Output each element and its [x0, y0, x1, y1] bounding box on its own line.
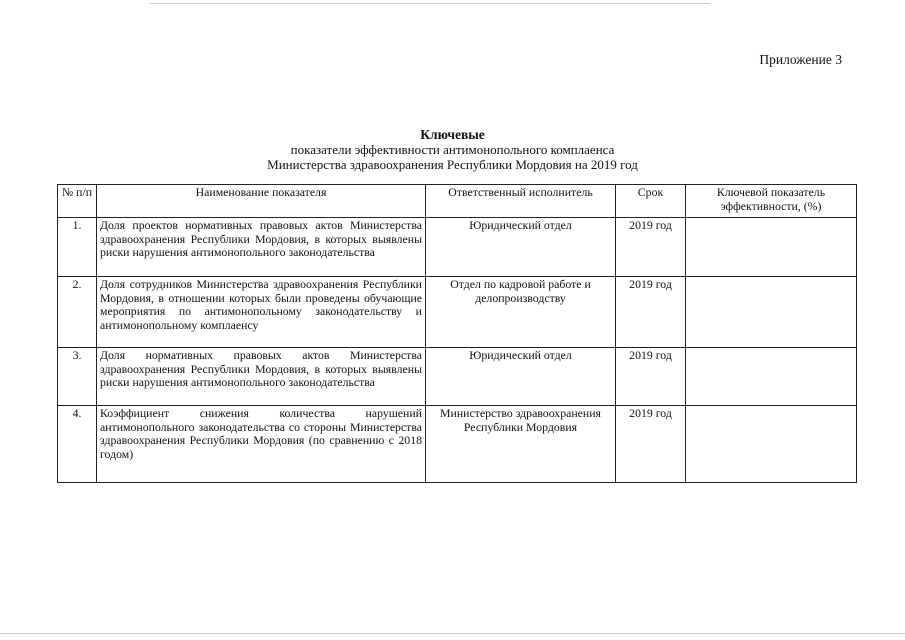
table-row — [58, 218, 857, 277]
row-responsible: Министерство здравоохранения Республики Мордовия — [426, 406, 616, 483]
row-number: 4. — [58, 406, 97, 483]
table-row — [58, 277, 857, 348]
header-responsible: Ответственный исполнитель — [426, 185, 616, 218]
row-kpi-value — [686, 348, 857, 406]
row-responsible: Юридический отдел — [426, 218, 616, 277]
row-term: 2019 год — [616, 218, 686, 277]
table-row — [58, 406, 857, 483]
row-indicator-name: Доля сотрудников Министерства здравоохранения Республики Мордовия, в отношении которых были проведены обучающие мероприятия по антимонопольному законодательству и антимонопольному комплаенсу — [97, 277, 426, 348]
appendix-label: Приложение 3 — [759, 52, 842, 67]
header-term: Срок — [616, 185, 686, 218]
header-kpi: Ключевой показатель эффективности, (%) — [686, 185, 857, 218]
row-indicator-name: Доля нормативных правовых актов Министерства здравоохранения Республики Мордовия, в которых выявлены риски нарушения антимонопольного законодательства — [97, 348, 426, 406]
table-row — [58, 348, 857, 406]
document-title — [0, 127, 905, 172]
title-main: Ключевые — [420, 127, 485, 142]
header-number: № п/п — [58, 185, 97, 218]
row-term: 2019 год — [616, 406, 686, 483]
row-indicator-name: Коэффициент снижения количества нарушений антимонопольного законодательства со стороны Министерства здравоохранения Республики Мордовия (по сравнению с 2018 годом) — [97, 406, 426, 483]
scan-artifact-top — [150, 3, 710, 4]
row-responsible: Отдел по кадровой работе и делопроизводству — [426, 277, 616, 348]
row-kpi-value — [686, 277, 857, 348]
row-number: 2. — [58, 277, 97, 348]
row-kpi-value — [686, 406, 857, 483]
row-kpi-value — [686, 218, 857, 277]
table-header-row — [58, 185, 857, 218]
title-line-2: показатели эффективности антимонопольного комплаенса — [290, 142, 615, 157]
title-line-3: Министерства здравоохранения Республики Мордовия на 2019 год — [267, 157, 638, 172]
kpi-table — [57, 184, 857, 483]
row-number: 3. — [58, 348, 97, 406]
row-term: 2019 год — [616, 348, 686, 406]
row-responsible: Юридический отдел — [426, 348, 616, 406]
scan-artifact-bottom — [0, 633, 905, 634]
row-term: 2019 год — [616, 277, 686, 348]
header-name: Наименование показателя — [97, 185, 426, 218]
row-indicator-name: Доля проектов нормативных правовых актов Министерства здравоохранения Республики Мордовия, в которых выявлены риски нарушения антимонопольного законодательства — [97, 218, 426, 277]
row-number: 1. — [58, 218, 97, 277]
